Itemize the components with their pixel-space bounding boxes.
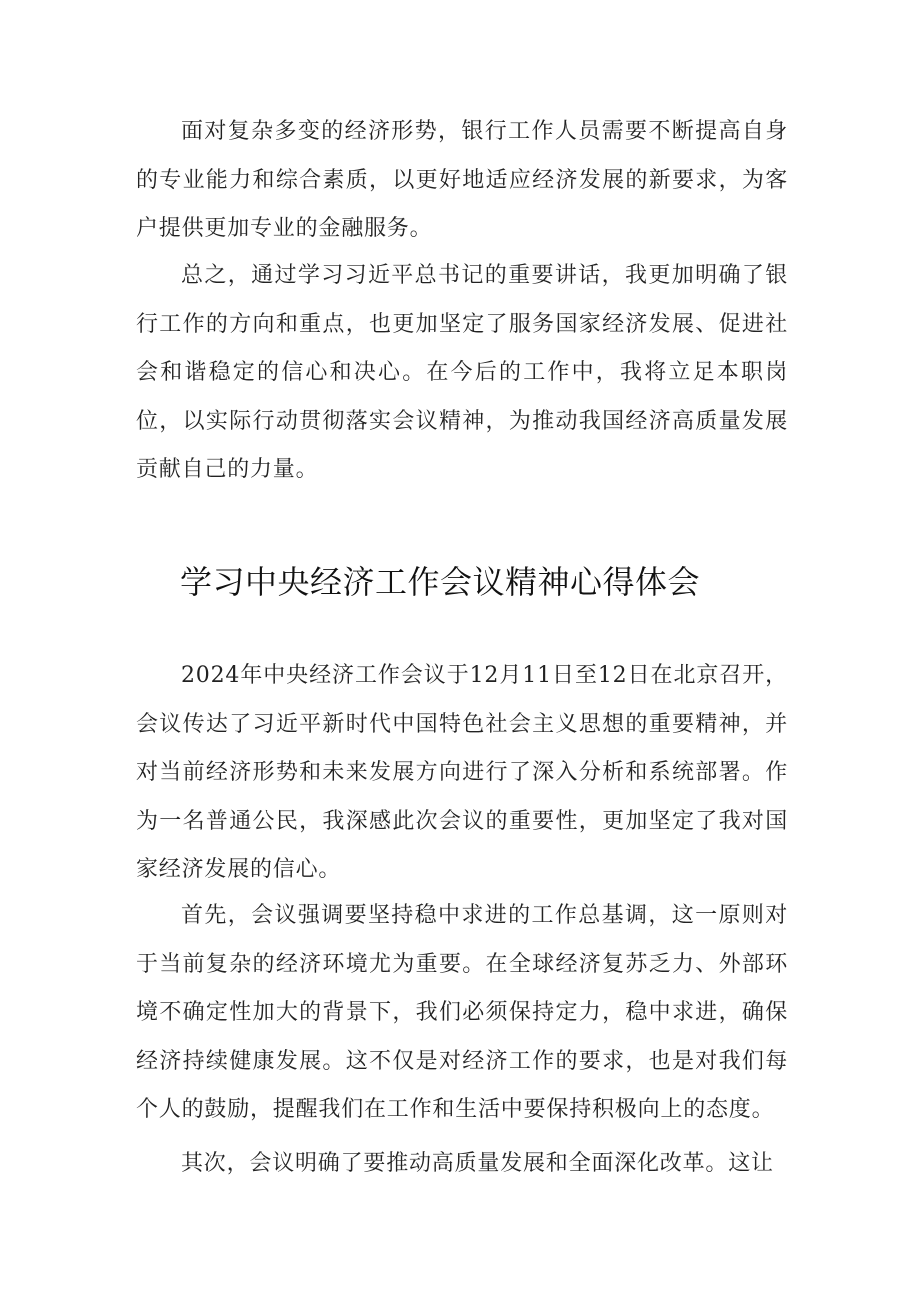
paragraph-banking-competence: 面对复杂多变的经济形势，银行工作人员需要不断提高自身的专业能力和综合素质，以更好地适应经济发展的新要求，为客户提供更加专业的金融服务。 <box>136 119 788 242</box>
paragraph-high-quality-development: 其次，会议明确了要推动高质量发展和全面深化改革。这让 <box>181 1151 774 1176</box>
paragraph-stability-principle: 首先，会议强调要坚持稳中求进的工作总基调，这一原则对于当前复杂的经济环境尤为重要。在全球经济复苏乏力、外部环境不确定性加大的背景下，我们必须保持定力，稳中求进，确保经济持续健康发展。这不仅是对经济工作的要求，也是对我们每个人的鼓励，提醒我们在工作和生活中要保持积极向上的态度。 <box>136 903 788 1123</box>
article-title: 学习中央经济工作会议精神心得体会 <box>180 563 701 601</box>
paragraph-conclusion: 总之，通过学习习近平总书记的重要讲话，我更加明确了银行工作的方向和重点，也更加坚定了服务国家经济发展、促进社会和谐稳定的信心和决心。在今后的工作中，我将立足本职岗位，以实际行动贯彻落实会议精神，为推动我国经济高质量发展贡献自己的力量。 <box>136 263 788 483</box>
paragraph-conference-intro: 2024年中央经济工作会议于12月11日至12日在北京召开，会议传达了习近平新时代中国特色社会主义思想的重要精神，并对当前经济形势和未来发展方向进行了深入分析和系统部署。作为一名普通公民，我深感此次会议的重要性，更加坚定了我对国家经济发展的信心。 <box>136 663 788 883</box>
